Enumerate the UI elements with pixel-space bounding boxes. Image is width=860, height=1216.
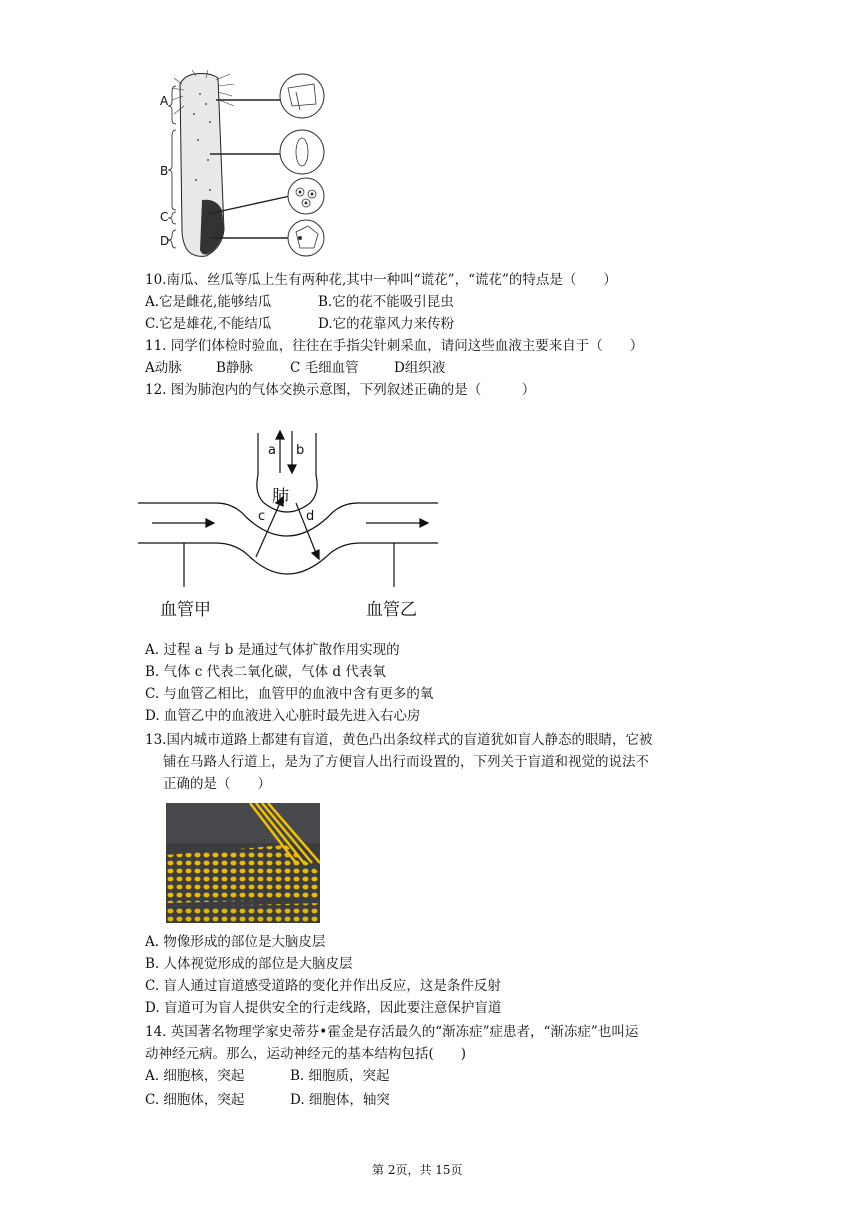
q10-option-d: D.它的花靠风力来传粉 [318, 316, 455, 332]
q12-option-d: D. 血管乙中的血液进入心脏时最先进入右心房 [145, 708, 421, 724]
alveolus-label: 肺 [272, 487, 289, 507]
q10-stem: 10.南瓜、丝瓜等瓜上生有两种花,其中一种叫“谎花”，“谎花”的特点是（ ） [145, 272, 617, 288]
q14-option-a: A. 细胞核，突起 [145, 1068, 245, 1084]
q13-stem-line1: 13.国内城市道路上都建有盲道，黄色凸出条纹样式的盲道犹如盲人静态的眼睛，它被 [145, 732, 653, 748]
q11-option-c: C 毛细血管 [290, 360, 359, 376]
root-label-a: A [160, 94, 169, 108]
q13-option-b: B. 人体视觉形成的部位是大脑皮层 [145, 956, 353, 972]
q12-stem: 12. 图为肺泡内的气体交换示意图，下列叙述正确的是（ ） [145, 382, 536, 398]
arrow-label-a: a [268, 443, 276, 458]
arrow-label-b: b [296, 443, 305, 458]
root-label-d: D [160, 234, 170, 248]
vessel-jia-label: 血管甲 [160, 600, 211, 620]
root-tip-figure [150, 70, 340, 265]
q14-stem-line2: 动神经元病。那么，运动神经元的基本结构包括( ) [145, 1046, 467, 1062]
root-label-c: C [160, 210, 169, 224]
q12-option-a: A. 过程 a 与 b 是通过气体扩散作用实现的 [145, 642, 400, 658]
q13-stem-line3: 正确的是（ ） [163, 776, 271, 792]
vessel-yi-label: 血管乙 [366, 600, 417, 620]
q12-option-b: B. 气体 c 代表二氧化碳，气体 d 代表氧 [145, 664, 386, 680]
page-footer: 第 2页，共 15页 [372, 1163, 463, 1177]
q11-option-d: D组织液 [394, 360, 446, 376]
q14-option-b: B. 细胞质，突起 [290, 1068, 390, 1084]
tactile-paving-photo [166, 803, 320, 923]
q10-option-a: A.它是雌花,能够结瓜 [145, 294, 272, 310]
q14-option-c: C. 细胞体，突起 [145, 1092, 245, 1108]
q13-option-a: A. 物像形成的部位是大脑皮层 [145, 934, 326, 950]
q14-stem-line1: 14. 英国著名物理学家史蒂芬•霍金是存活最久的“渐冻症”症患者，“渐冻症”也叫运 [145, 1024, 639, 1040]
q14-option-d: D. 细胞体，轴突 [290, 1092, 390, 1108]
q11-option-b: B静脉 [216, 360, 253, 376]
q10-option-c: C.它是雄花,不能结瓜 [145, 316, 272, 332]
q10-option-b: B.它的花不能吸引昆虫 [318, 294, 454, 310]
q11-option-a: A动脉 [145, 360, 182, 376]
arrow-label-d: d [306, 509, 315, 524]
q12-option-c: C. 与血管乙相比，血管甲的血液中含有更多的氧 [145, 686, 434, 702]
q11-stem: 11. 同学们体检时验血，往往在手指尖针刺采血，请问这些血液主要来自于（ ） [145, 338, 644, 354]
arrow-label-c: c [258, 509, 266, 524]
q13-stem-line2: 铺在马路人行道上，是为了方便盲人出行而设置的，下列关于盲道和视觉的说法不 [163, 754, 649, 770]
q13-option-d: D. 盲道可为盲人提供安全的行走线路，因此要注意保护盲道 [145, 1000, 502, 1016]
q13-option-c: C. 盲人通过盲道感受道路的变化并作出反应，这是条件反射 [145, 978, 501, 994]
root-label-b: B [160, 164, 169, 178]
